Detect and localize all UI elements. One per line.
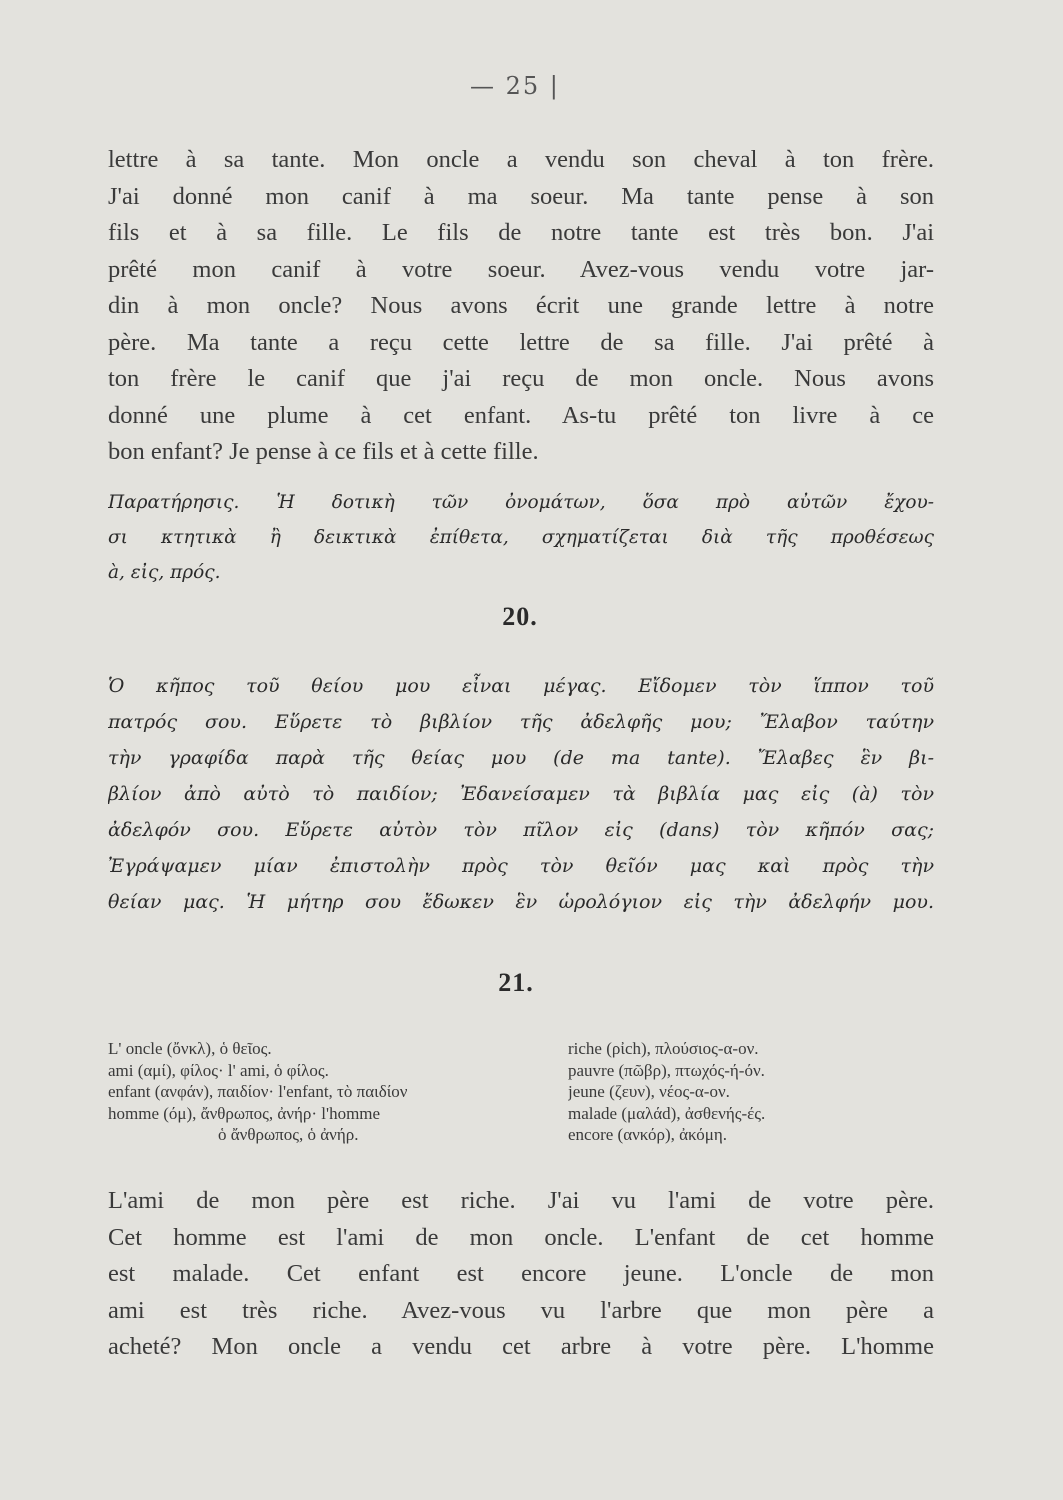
vocab-row bbox=[108, 1038, 938, 1060]
vocab-row bbox=[108, 1081, 938, 1103]
text-line: L'ami de mon père est riche. J'ai vu l'ami de votre père. bbox=[108, 1187, 934, 1214]
vocab-term: L' oncle (ὄνκλ), ὁ θεῖος. bbox=[108, 1039, 272, 1058]
section-20-text bbox=[108, 668, 934, 920]
page-number: — 25 | bbox=[470, 72, 560, 100]
section-21-heading: 21. bbox=[498, 968, 534, 997]
vocab-term: pauvre (πῶβρ), πτωχός-ή-όν. bbox=[568, 1060, 765, 1080]
text-line: prêté mon canif à votre soeur. Avez-vous vendu votre jar- bbox=[108, 255, 934, 283]
text-line: lettre à sa tante. Mon oncle a vendu son cheval à ton frère. bbox=[108, 146, 934, 173]
vocab-term: ami (αμί), φίλος· l' ami, ὁ φίλος. bbox=[108, 1060, 329, 1080]
vocab-term: homme (όμ), ἄνθρωπος, ἀνήρ· l'homme bbox=[108, 1103, 381, 1123]
vocab-term: malade (μαλάd), ἀσθενής-ές. bbox=[568, 1103, 766, 1123]
text-line: Ἐγράψαμεν μίαν ἐπιστολὴν πρὸς τὸν θεῖόν μας καὶ πρὸς τὴν bbox=[108, 855, 934, 877]
vocab-term: encore (ανκόρ), ἀκόμη. bbox=[568, 1125, 727, 1144]
section-20-heading: 20. bbox=[502, 602, 538, 631]
note-line: σι κτητικὰ ἢ δεικτικὰ ἐπίθετα, σχηματίζεται διὰ τῆς προθέσεως bbox=[108, 527, 934, 548]
text-line: père. Ma tante a reçu cette lettre de sa fille. J'ai prêté à bbox=[108, 328, 934, 356]
note-text: Ἡ δοτικὴ τῶν ὀνομάτων, ὅσα πρὸ αὐτῶν ἔχου- bbox=[276, 492, 934, 513]
text-line: donné une plume à cet enfant. As-tu prêté ton livre à ce bbox=[108, 401, 934, 429]
vocab-term: jeune (ζευν), νέος-α-ον. bbox=[568, 1082, 730, 1101]
text-line: J'ai donné mon canif à ma soeur. Ma tante pense à son bbox=[108, 182, 934, 210]
text-line: τὴν γραφίδα παρὰ τῆς θείας μου (de ma tante). Ἔλαβες ἓν βι- bbox=[108, 747, 934, 769]
text-line: fils et à sa fille. Le fils de notre tante est très bon. J'ai bbox=[108, 219, 934, 246]
text-line: est malade. Cet enfant est encore jeune. L'oncle de mon bbox=[108, 1260, 934, 1287]
text-line: ton frère le canif que j'ai reçu de mon oncle. Nous avons bbox=[108, 365, 934, 392]
text-line: πατρός σου. Εὕρετε τὸ βιβλίον τῆς ἀδελφῆς μου; Ἔλαβον ταύτην bbox=[108, 711, 934, 733]
text-line: θείαν μας. Ἡ μήτηρ σου ἔδωκεν ἓν ὡρολόγιον εἰς τὴν ἀδελφήν μου. bbox=[108, 891, 934, 913]
vocab-row bbox=[108, 1124, 938, 1146]
exercise-19-text bbox=[108, 142, 934, 471]
vocab-term: ὁ ἄνθρωπος, ὁ ἀνήρ. bbox=[218, 1125, 359, 1144]
note-label: Παρατήρησις. bbox=[108, 492, 240, 513]
section-21-text bbox=[108, 1183, 934, 1366]
text-line: acheté? Mon oncle a vendu cet arbre à votre père. L'homme bbox=[108, 1333, 934, 1360]
text-line: bon enfant? Je pense à ce fils et à cette fille. bbox=[108, 438, 539, 465]
vocab-row bbox=[108, 1103, 938, 1125]
note-line bbox=[108, 485, 934, 520]
text-line: ἀδελφόν σου. Εὕρετε αὐτὸν τὸν πῖλον εἰς (dans) τὸν κῆπόν σας; bbox=[108, 819, 934, 841]
vocab-row bbox=[108, 1060, 938, 1082]
note-line: à, εἰς, πρός. bbox=[108, 562, 221, 583]
text-line: din à mon oncle? Nous avons écrit une grande lettre à notre bbox=[108, 292, 934, 319]
text-line: βλίον ἀπὸ αὐτὸ τὸ παιδίον; Ἐδανείσαμεν τὰ βιβλία μας εἰς (à) τὸν bbox=[108, 783, 934, 805]
text-line: ami est très riche. Avez-vous vu l'arbre que mon père a bbox=[108, 1296, 934, 1324]
text-line: Ὁ κῆπος τοῦ θείου μου εἶναι μέγας. Εἴδομεν τὸν ἵππον τοῦ bbox=[108, 675, 934, 697]
text-line: Cet homme est l'ami de mon oncle. L'enfant de cet homme bbox=[108, 1223, 934, 1251]
vocab-term: riche (ρἰch), πλούσιος-α-ον. bbox=[568, 1039, 759, 1058]
grammar-note bbox=[108, 485, 934, 590]
vocab-term: enfant (ανφάν), παιδίον· l'enfant, τὸ παιδίον bbox=[108, 1082, 408, 1101]
vocabulary-list bbox=[108, 1038, 938, 1146]
